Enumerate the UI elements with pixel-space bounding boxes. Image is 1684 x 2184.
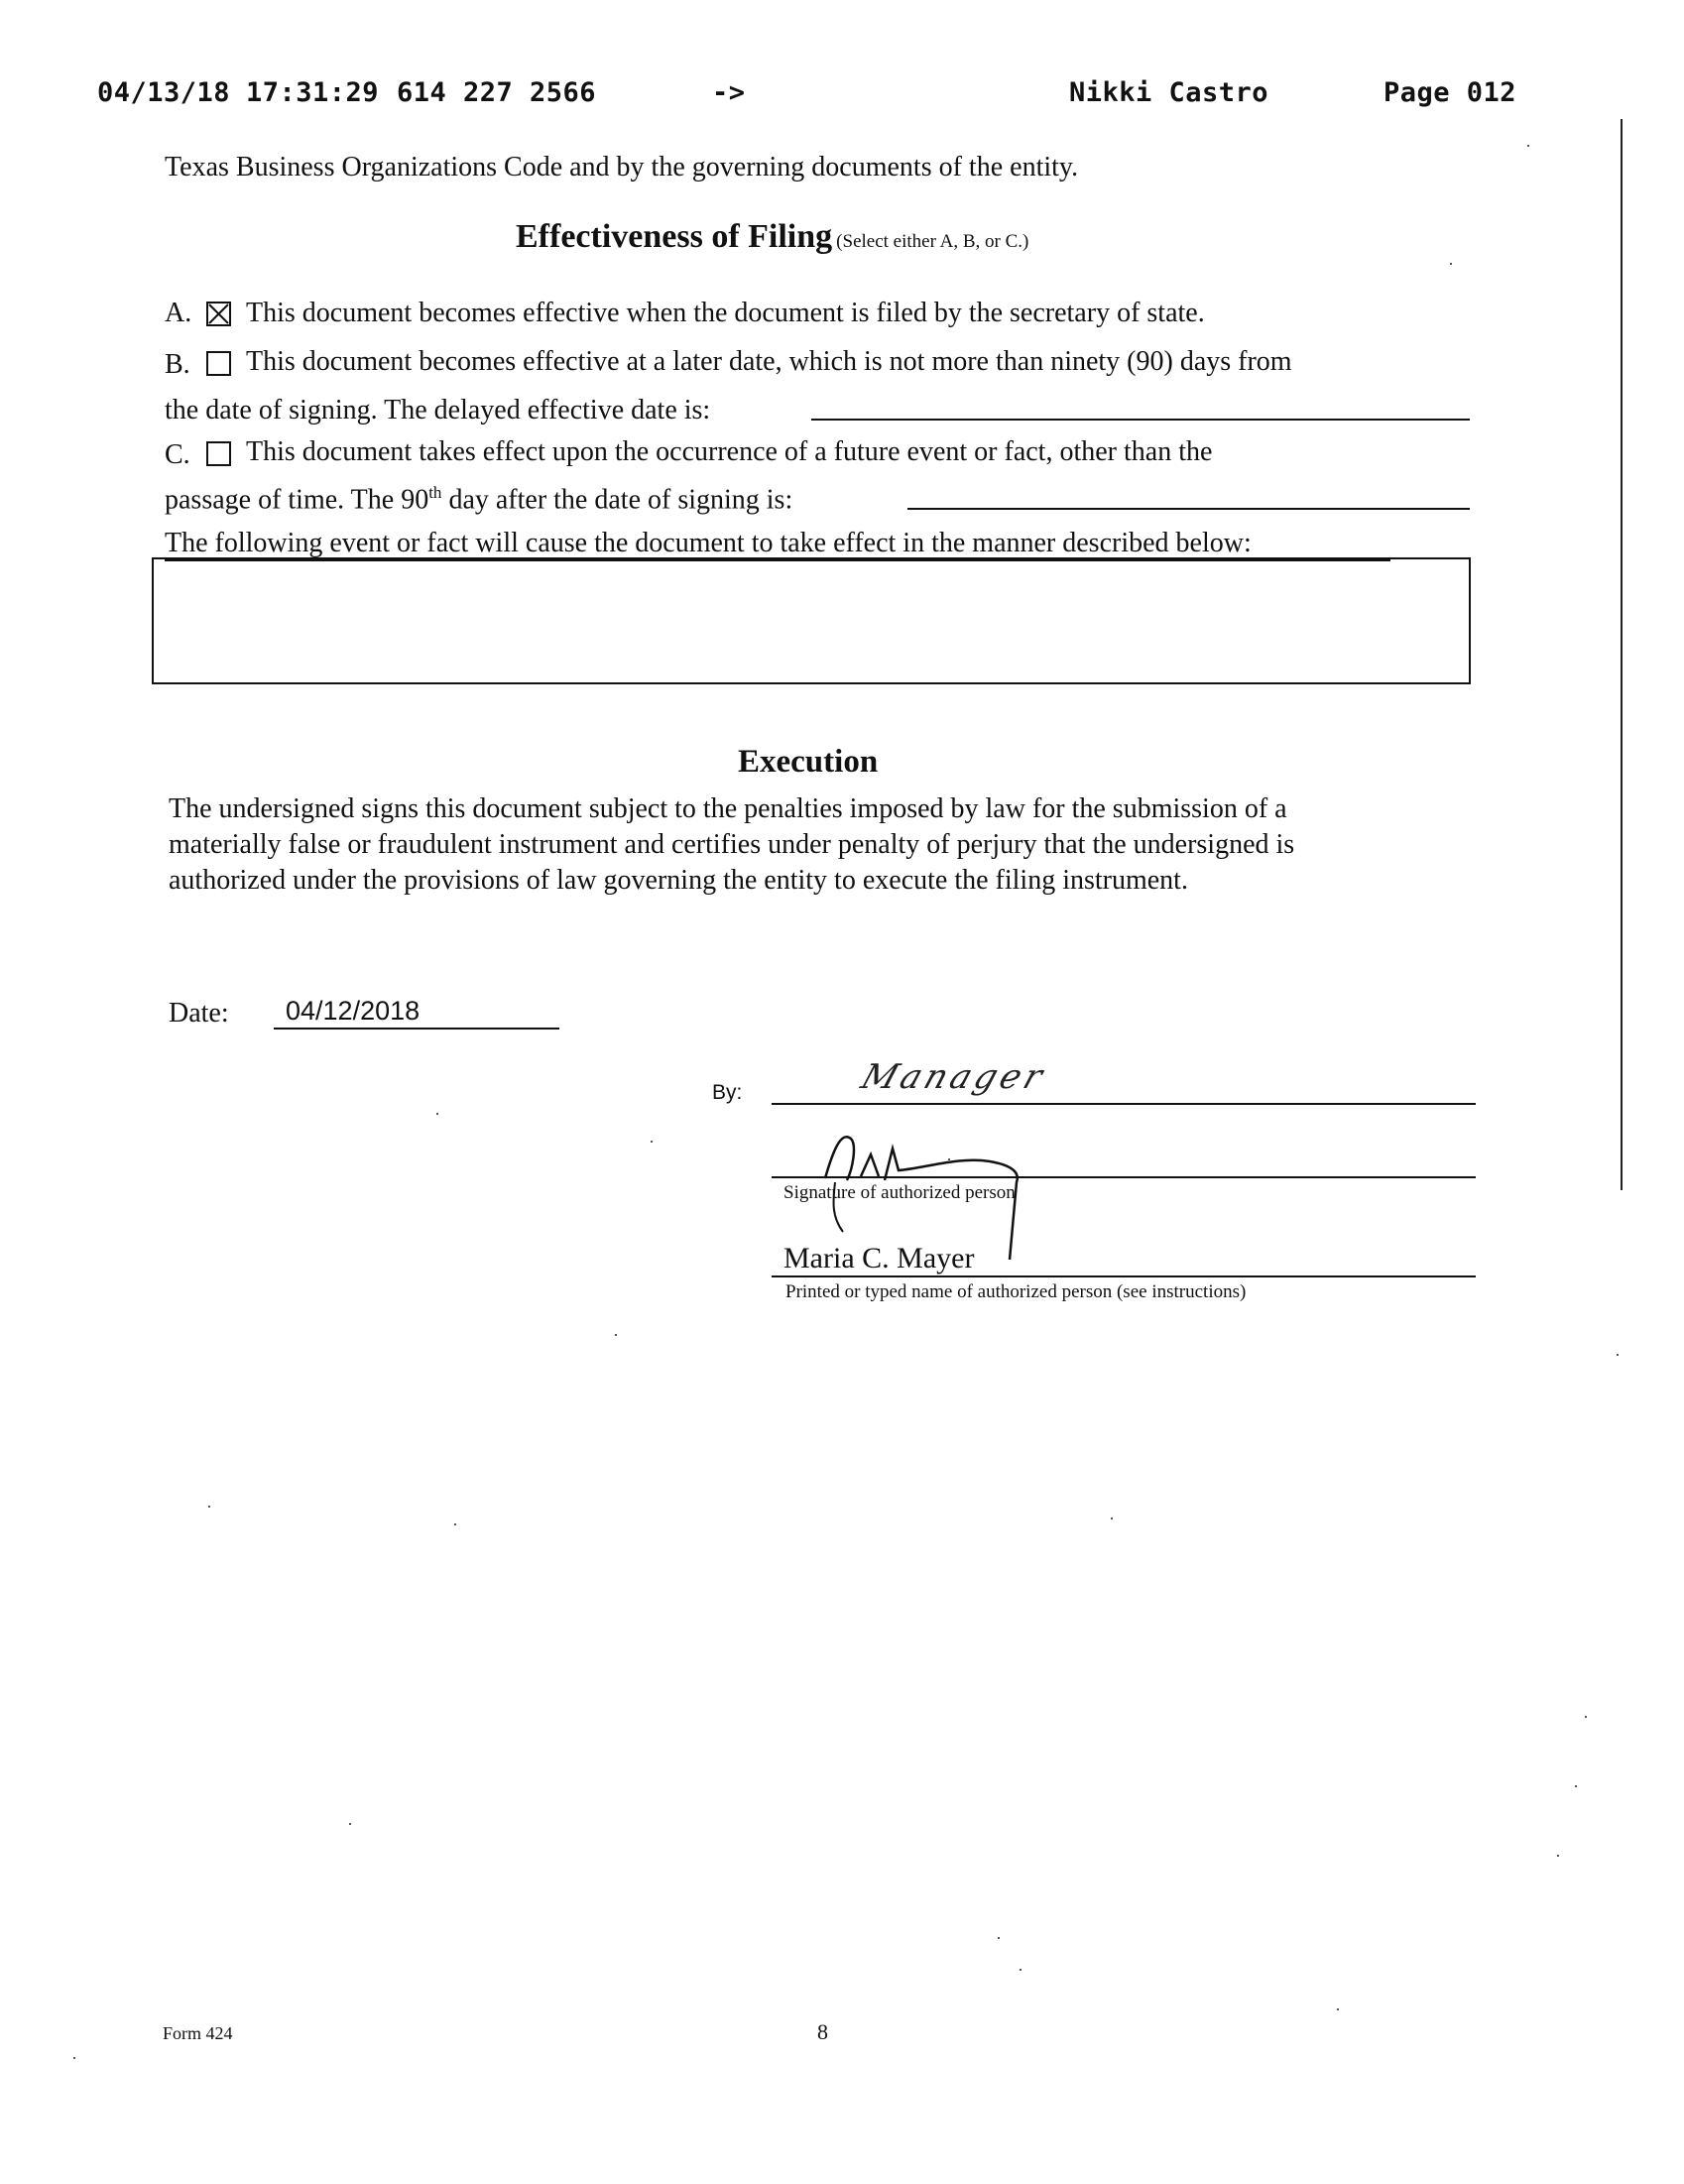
signature-field-line[interactable] xyxy=(772,1176,1476,1178)
fax-date: 04/13/18 xyxy=(97,77,231,108)
option-b-checkbox[interactable] xyxy=(206,351,231,376)
option-a-letter: A. xyxy=(165,298,192,328)
option-b-text-line2: the date of signing. The delayed effective date is: xyxy=(165,395,711,425)
intro-line: Texas Business Organizations Code and by the governing documents of the entity. xyxy=(165,152,1079,182)
scan-speck xyxy=(1617,1354,1619,1356)
scan-speck xyxy=(436,1113,438,1115)
scan-speck xyxy=(73,2057,75,2059)
by-field-line[interactable] xyxy=(772,1103,1476,1105)
delayed-date-field[interactable] xyxy=(811,419,1470,421)
option-c-letter: C. xyxy=(165,439,190,470)
option-b-text: This document becomes effective at a later date, which is not more than ninety (90) days from xyxy=(246,346,1292,377)
scan-speck xyxy=(1575,1785,1577,1787)
scan-speck xyxy=(349,1823,351,1825)
scan-speck xyxy=(651,1141,653,1143)
scan-speck xyxy=(1111,1517,1113,1519)
option-c-text-post: day after the date of signing is: xyxy=(441,484,793,516)
by-label: By: xyxy=(712,1081,743,1104)
printed-name-field-line[interactable] xyxy=(772,1275,1476,1277)
signature-caption: Signature of authorized person xyxy=(783,1182,1016,1203)
scan-speck xyxy=(454,1523,456,1525)
date-value: 04/12/2018 xyxy=(286,996,421,1026)
footer-form-number: Form 424 xyxy=(163,2023,233,2043)
date-field-line[interactable] xyxy=(274,1028,559,1030)
scan-edge-line xyxy=(1621,119,1623,1190)
scan-speck xyxy=(948,1158,950,1160)
printed-name: Maria C. Mayer xyxy=(783,1242,975,1274)
option-c-text-pre: passage of time. The 90 xyxy=(165,484,429,516)
scan-speck xyxy=(1527,145,1529,147)
event-line: The following event or fact will cause the document to take effect in the manner described below: xyxy=(165,528,1252,558)
fax-page: Page 012 xyxy=(1383,77,1517,108)
effectiveness-heading xyxy=(516,218,1028,256)
scan-speck xyxy=(208,1506,210,1508)
option-a-text: This document becomes effective when the document is filed by the secretary of state. xyxy=(246,298,1205,328)
scan-speck xyxy=(1557,1855,1559,1857)
execution-paragraph-line-1: The undersigned signs this document subject to the penalties imposed by law for the submission of a xyxy=(169,793,1287,824)
fax-arrow: -> xyxy=(712,77,746,108)
checked-x-icon xyxy=(208,303,229,324)
printed-name-caption: Printed or typed name of authorized person (see instructions) xyxy=(785,1281,1247,1302)
option-c-text-sup: th xyxy=(428,483,442,502)
footer-page-number: 8 xyxy=(817,2019,828,2044)
fax-phone: 614 227 2566 xyxy=(397,77,597,108)
ninetieth-day-field[interactable] xyxy=(907,508,1470,510)
scan-speck xyxy=(1450,263,1452,265)
scan-speck xyxy=(615,1334,617,1336)
option-c-text: This document takes effect upon the occurrence of a future event or fact, other than the xyxy=(246,436,1213,467)
execution-paragraph-line-2: materially false or fraudulent instrument and certifies under penalty of perjury that the undersigned is xyxy=(169,829,1295,860)
execution-title: Execution xyxy=(738,744,879,780)
event-description-box[interactable] xyxy=(152,557,1471,684)
date-label: Date: xyxy=(169,998,229,1029)
option-b-letter: B. xyxy=(165,349,190,380)
scan-speck xyxy=(998,1937,1000,1939)
effectiveness-title: Effectiveness of Filing xyxy=(516,218,833,255)
scan-speck xyxy=(1337,2008,1339,2010)
scan-speck xyxy=(1585,1716,1587,1718)
fax-sender-name: Nikki Castro xyxy=(1069,77,1269,108)
fax-time: 17:31:29 xyxy=(246,77,380,108)
option-c-checkbox[interactable] xyxy=(206,441,231,466)
scan-speck xyxy=(1020,1969,1022,1971)
execution-paragraph-line-3: authorized under the provisions of law governing the entity to execute the filing instrument. xyxy=(169,865,1188,896)
option-c-text-line2 xyxy=(165,483,792,516)
by-value: Manager xyxy=(856,1057,1051,1097)
option-a-checkbox[interactable] xyxy=(206,302,231,326)
effectiveness-instruction: (Select either A, B, or C.) xyxy=(836,231,1029,252)
